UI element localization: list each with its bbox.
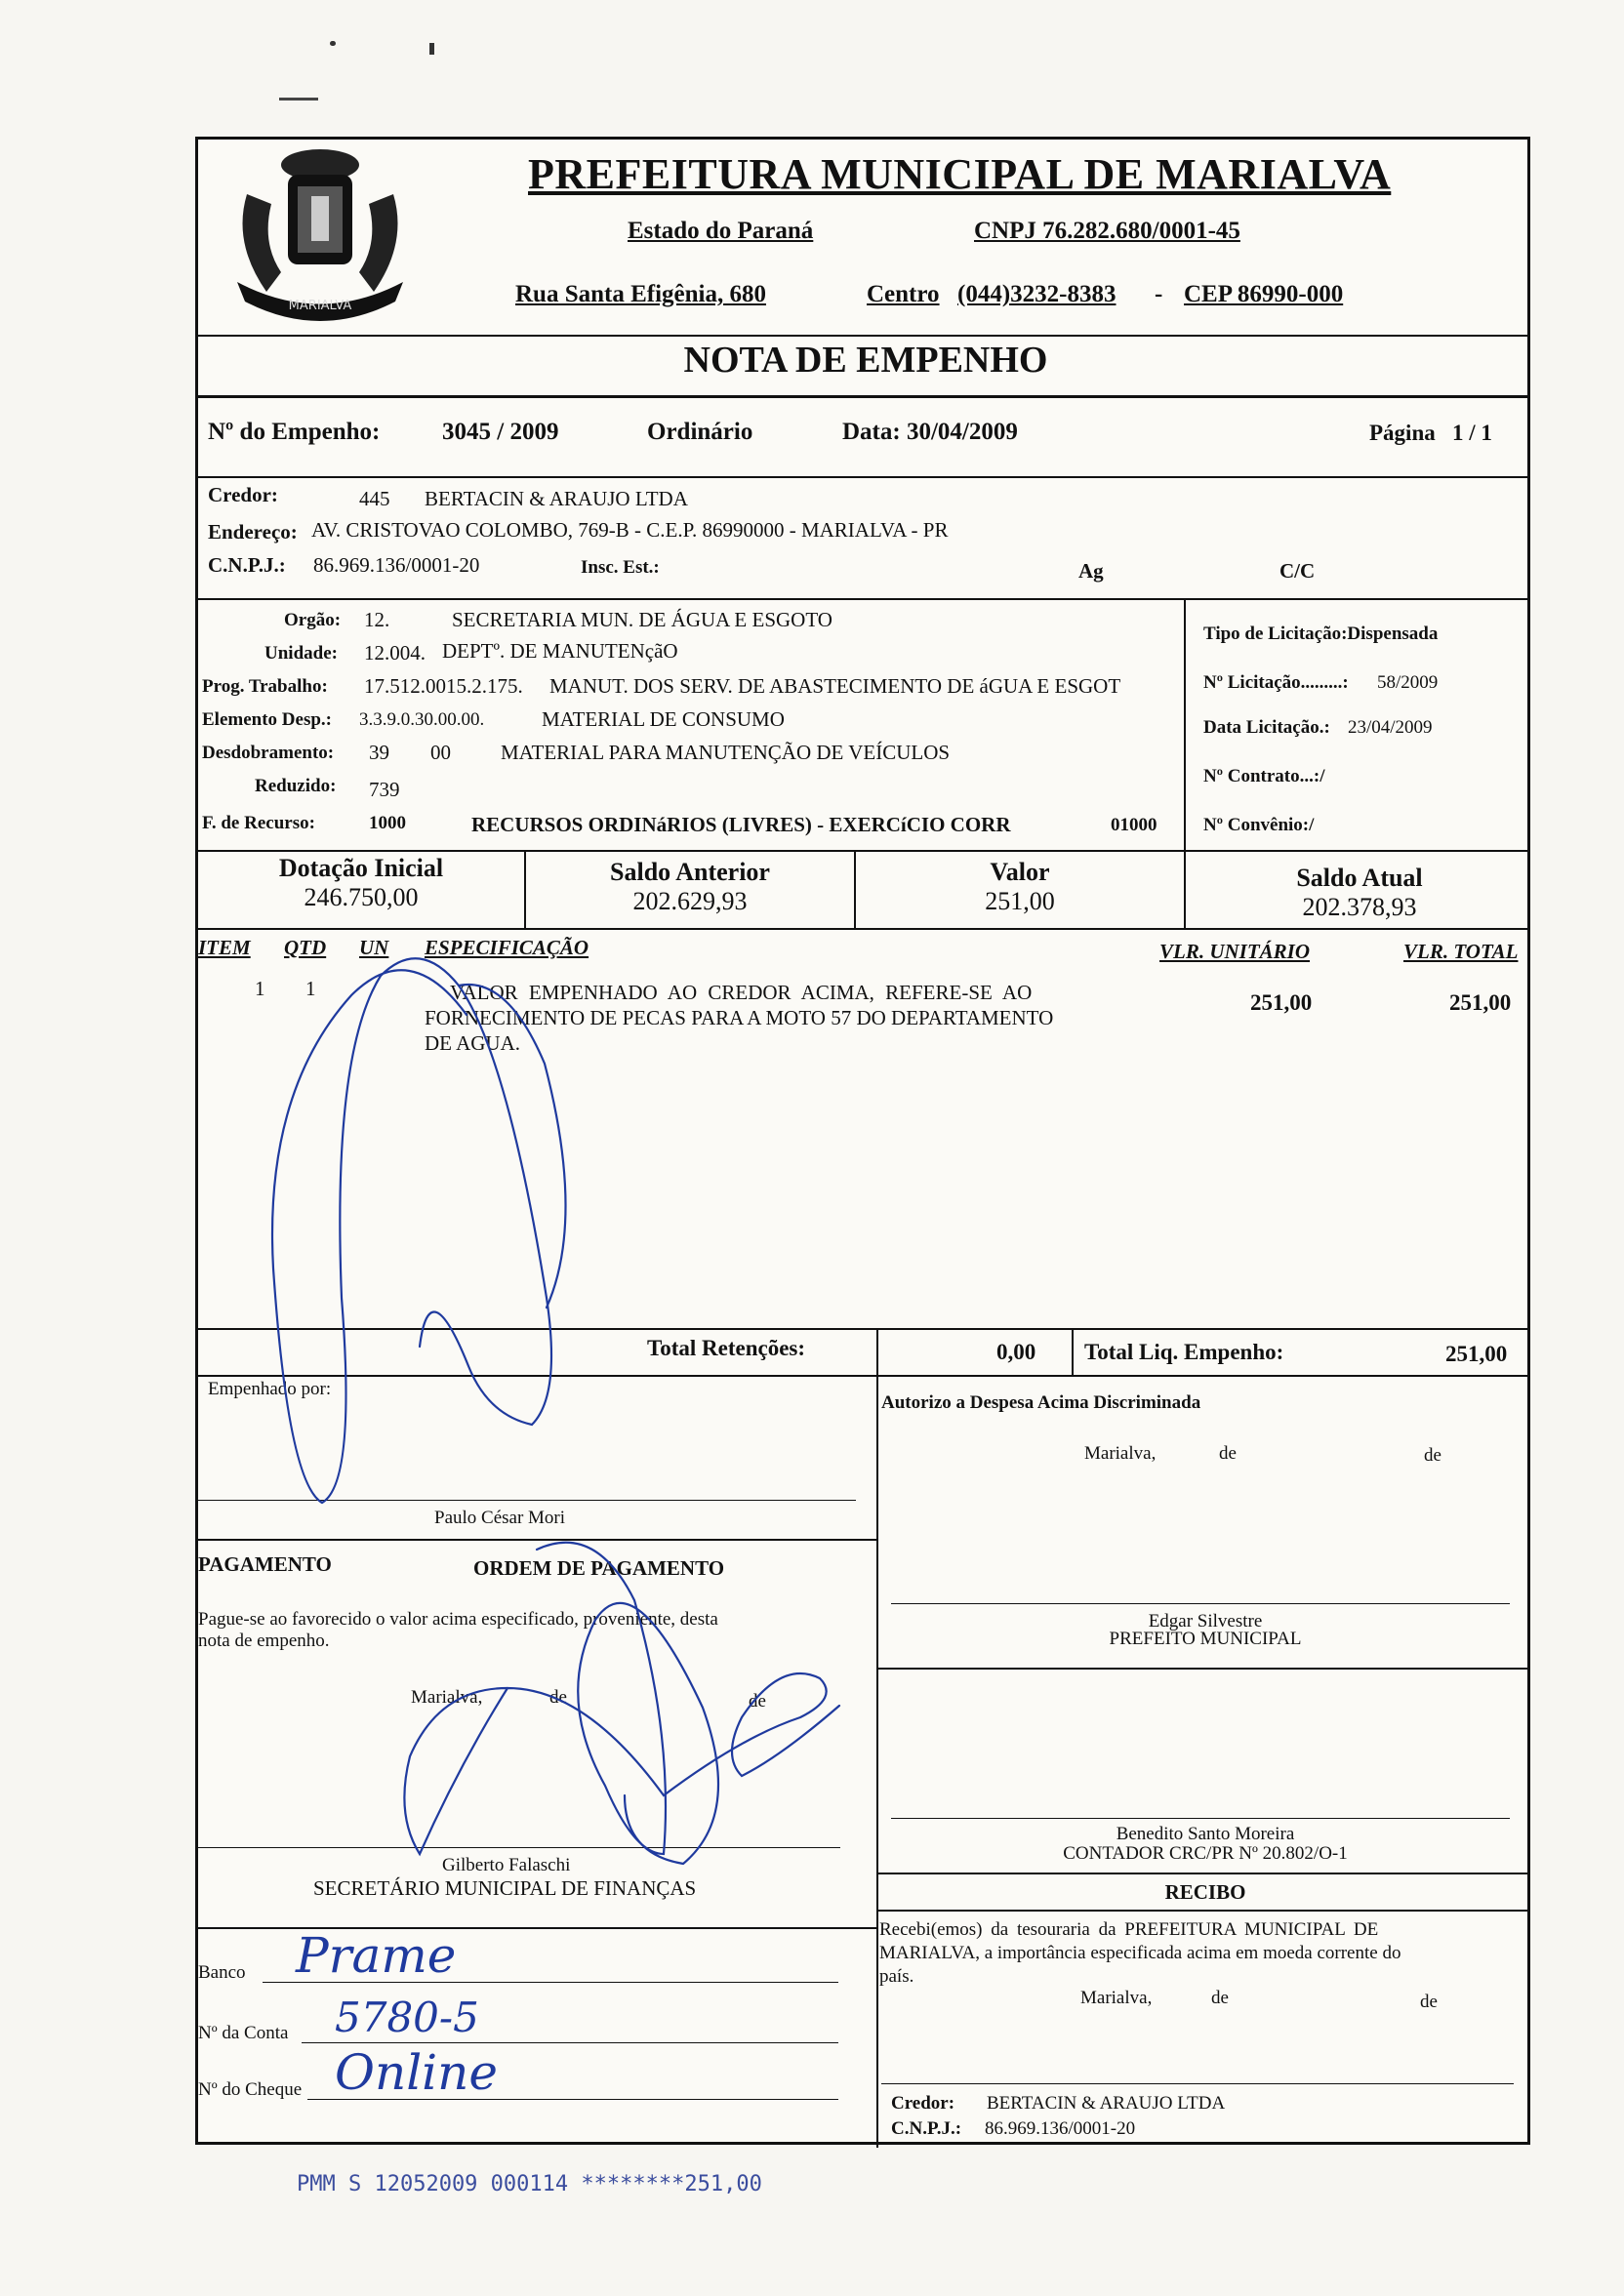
unidade-label: Unidade:: [264, 643, 338, 664]
empenhado-por-name: Paulo César Mori: [434, 1508, 566, 1528]
secretario-title: SECRETÁRIO MUNICIPAL DE FINANÇAS: [313, 1876, 697, 1900]
desdobramento-label: Desdobramento:: [202, 743, 335, 763]
elemento-code: 3.3.9.0.30.00.00.: [359, 709, 485, 730]
empenho-number-label: Nº do Empenho:: [208, 419, 381, 445]
secretario-name: Gilberto Falaschi: [442, 1855, 571, 1875]
orgao-code: 12.: [364, 608, 390, 631]
recibo-title: RECIBO: [1164, 1880, 1246, 1904]
separator-dash: -: [1155, 281, 1163, 307]
item-desc-line3: DE AGUA.: [425, 1031, 520, 1055]
valor-label: Valor: [990, 858, 1050, 886]
credor-address: AV. CRISTOVAO COLOMBO, 769-B - C.E.P. 86990000 - MARIALVA - PR: [311, 518, 949, 542]
contador-name: Benedito Santo Moreira: [1116, 1824, 1295, 1844]
ordem-pagamento-label: ORDEM DE PAGAMENTO: [473, 1556, 725, 1580]
recibo-text-line1: Recebi(emos) da tesouraria da PREFEITURA MUNICIPAL DE: [879, 1919, 1379, 1940]
empenho-date: Data: 30/04/2009: [842, 419, 1018, 445]
recibo-de-2: de: [1420, 1992, 1438, 2012]
credor-cnpj: 86.969.136/0001-20: [313, 553, 480, 577]
valor-value: 251,00: [985, 887, 1055, 915]
conta-corrente-label: C/C: [1279, 559, 1316, 583]
prefeitura-title: PREFEITURA MUNICIPAL DE MARIALVA: [528, 150, 1392, 198]
signature-empenhado: [272, 958, 551, 1503]
unidade-code: 12.004.: [364, 641, 426, 665]
item-qtd: 1: [305, 977, 316, 1000]
doc-title: NOTA DE EMPENHO: [683, 340, 1048, 381]
cheque-handwriting: Online: [335, 2044, 498, 2101]
recibo-cnpj: 86.969.136/0001-20: [985, 2118, 1136, 2139]
contador-title: CONTADOR CRC/PR Nº 20.802/O-1: [1063, 1843, 1348, 1864]
orgao-name: SECRETARIA MUN. DE ÁGUA E ESGOTO: [452, 608, 832, 631]
total-retencoes-value: 0,00: [996, 1340, 1036, 1364]
item-desc-line1: VALOR EMPENHADO AO CREDOR ACIMA, REFERE-SE AO: [450, 981, 1033, 1004]
cheque-label: Nº do Cheque: [198, 2079, 303, 2100]
numero-licitacao-label: Nº Licitação.........:: [1203, 672, 1349, 693]
saldo-anterior-label: Saldo Anterior: [610, 858, 770, 886]
prog-trabalho-code: 17.512.0015.2.175.: [364, 674, 523, 698]
prog-trabalho-name: MANUT. DOS SERV. DE ABASTECIMENTO DE áGUA E ESGOT: [549, 674, 1121, 698]
signature-secretario-loop: [404, 1673, 839, 1854]
recibo-credor-name: BERTACIN & ARAUJO LTDA: [987, 2093, 1226, 2114]
credor-label: Credor:: [208, 483, 278, 506]
recibo-text-line2: MARIALVA, a importância especificada acima em moeda corrente do: [879, 1943, 1401, 1963]
col-vlr-unitario: VLR. UNITÁRIO: [1159, 940, 1311, 963]
item-number: 1: [255, 977, 265, 1000]
pagamento-text-line1: Pague-se ao favorecido o valor acima especificado, proveniente, desta: [198, 1609, 718, 1630]
prefeito-title: PREFEITO MUNICIPAL: [1109, 1629, 1302, 1649]
agencia-label: Ag: [1078, 559, 1104, 583]
desdobramento-code2: 00: [430, 741, 451, 764]
data-licitacao-label: Data Licitação.:: [1203, 717, 1330, 738]
total-liquido-value: 251,00: [1445, 1342, 1508, 1366]
pagamento-text-line2: nota de empenho.: [198, 1631, 330, 1651]
saldo-atual-label: Saldo Atual: [1296, 864, 1423, 892]
col-especificacao: ESPECIFICAÇÃO: [425, 936, 589, 959]
payment-stamp: PMM S 12052009 000114 ********251,00: [297, 2172, 762, 2196]
recibo-credor-label: Credor:: [891, 2093, 955, 2114]
numero-contrato: Nº Contrato...:/: [1203, 766, 1325, 786]
empenho-number: 3045 / 2009: [442, 419, 559, 445]
page-label: Página: [1369, 421, 1436, 445]
col-vlr-total: VLR. TOTAL: [1403, 940, 1519, 963]
prefeitura-cep: CEP 86990-000: [1184, 281, 1344, 307]
dotacao-value: 246.750,00: [304, 883, 419, 911]
empenhado-por-label: Empenhado por:: [208, 1379, 332, 1399]
conta-label: Nº da Conta: [198, 2023, 289, 2043]
banco-label: Banco: [198, 1962, 246, 1983]
recurso-name: RECURSOS ORDINáRIOS (LIVRES) - EXERCíCIO CORR: [471, 813, 1011, 836]
elemento-label: Elemento Desp.:: [202, 709, 332, 730]
unidade-name: DEPTº. DE MANUTENçãO: [442, 639, 678, 663]
dotacao-label: Dotação Inicial: [278, 854, 444, 882]
pagamento-label: PAGAMENTO: [198, 1552, 332, 1576]
state-name: Estado do Paraná: [628, 218, 814, 244]
empenho-type: Ordinário: [647, 419, 753, 445]
recurso-label: F. de Recurso:: [202, 813, 315, 833]
autorizo-de-1: de: [1219, 1443, 1237, 1464]
desdobramento-name: MATERIAL PARA MANUTENÇÃO DE VEÍCULOS: [501, 741, 951, 764]
item-vlr-unitario: 251,00: [1250, 990, 1313, 1015]
signature-empenhado-tail: [459, 985, 566, 1308]
total-liquido-label: Total Liq. Empenho:: [1084, 1340, 1284, 1364]
numero-licitacao: 58/2009: [1377, 672, 1439, 693]
recibo-cnpj-label: C.N.P.J.:: [891, 2118, 962, 2139]
endereco-label: Endereço:: [208, 520, 298, 544]
credor-code: 445: [359, 487, 390, 510]
autorizo-marialva: Marialva,: [1084, 1443, 1157, 1464]
reduzido-value: 739: [369, 778, 400, 801]
orgao-label: Orgão:: [284, 610, 342, 630]
pagamento-de-1: de: [549, 1687, 567, 1708]
recurso-code: 1000: [369, 813, 406, 833]
prefeitura-phone: (044)3232-8383: [957, 281, 1116, 307]
data-licitacao: 23/04/2009: [1348, 717, 1433, 738]
saldo-anterior-value: 202.629,93: [632, 887, 748, 915]
insc-est-label: Insc. Est.:: [581, 557, 660, 578]
page-number: 1 / 1: [1452, 421, 1492, 445]
banco-handwriting: Prame: [296, 1927, 457, 1984]
credor-name: BERTACIN & ARAUJO LTDA: [425, 487, 688, 510]
prefeitura-address: Rua Santa Efigênia, 680: [515, 281, 766, 307]
conta-handwriting: 5780-5: [335, 1994, 479, 2041]
col-un: UN: [359, 936, 389, 959]
col-item: ITEM: [198, 936, 251, 959]
recurso-code2: 01000: [1111, 815, 1157, 835]
prefeitura-cnpj: CNPJ 76.282.680/0001-45: [974, 218, 1240, 244]
pagamento-marialva: Marialva,: [411, 1687, 483, 1708]
recibo-text-line3: país.: [879, 1966, 914, 1987]
pagamento-de-2: de: [749, 1691, 766, 1712]
prefeito-name: Edgar Silvestre: [1148, 1611, 1263, 1631]
svg-text:MARIALVA: MARIALVA: [288, 299, 352, 313]
recibo-marialva: Marialva,: [1080, 1988, 1153, 2008]
prog-trabalho-label: Prog. Trabalho:: [202, 676, 328, 697]
prefeitura-district: Centro: [867, 281, 940, 307]
elemento-name: MATERIAL DE CONSUMO: [542, 707, 785, 731]
reduzido-label: Reduzido:: [255, 776, 337, 796]
item-desc-line2: FORNECIMENTO DE PECAS PARA A MOTO 57 DO DEPARTAMENTO: [425, 1006, 1054, 1029]
recibo-de-1: de: [1211, 1988, 1229, 2008]
item-vlr-total: 251,00: [1449, 990, 1512, 1015]
numero-convenio: Nº Convênio:/: [1203, 815, 1315, 835]
total-retencoes-label: Total Retenções:: [647, 1336, 806, 1360]
autorizo-de-2: de: [1424, 1445, 1441, 1466]
saldo-atual-value: 202.378,93: [1302, 893, 1417, 921]
desdobramento-code1: 39: [369, 741, 389, 764]
tipo-licitacao: Tipo de Licitação:Dispensada: [1203, 624, 1439, 644]
autorizo-label: Autorizo a Despesa Acima Discriminada: [881, 1392, 1201, 1413]
cnpj-label: C.N.P.J.:: [208, 553, 286, 577]
col-qtd: QTD: [284, 936, 327, 959]
